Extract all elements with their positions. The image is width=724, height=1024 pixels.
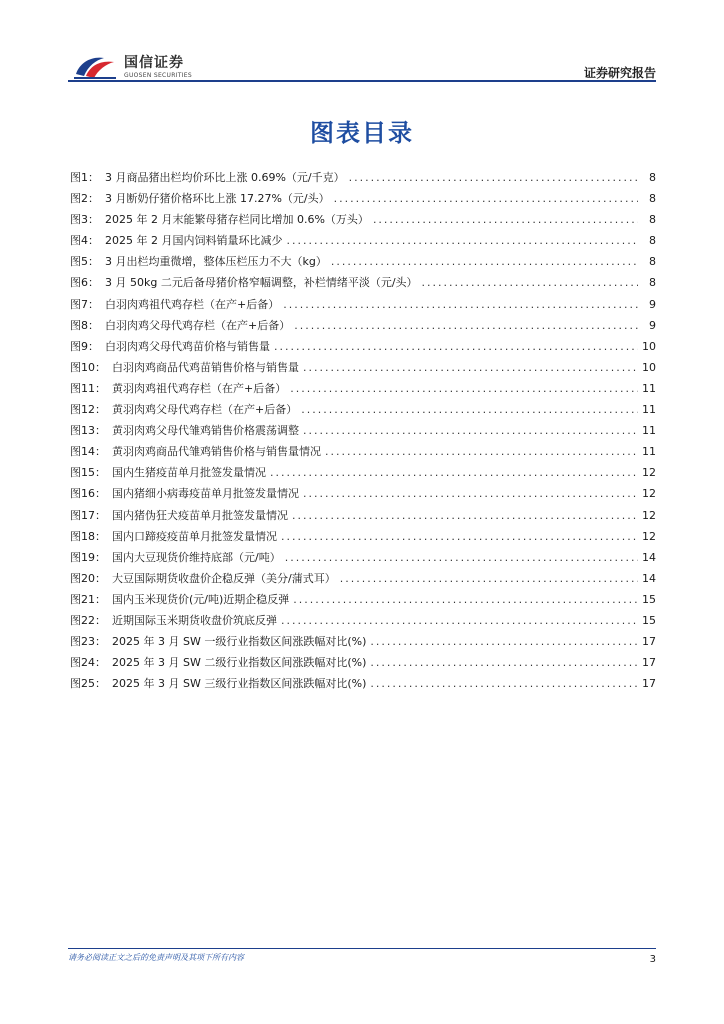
toc-page-number[interactable]: 8 bbox=[649, 234, 656, 248]
toc-figure-title[interactable]: 黄羽肉鸡父母代鸡存栏（在产+后备） bbox=[112, 403, 298, 417]
toc-entry[interactable] bbox=[70, 610, 656, 631]
toc-page-number[interactable]: 11 bbox=[642, 381, 656, 395]
toc-figure-number: 图9： bbox=[70, 339, 99, 353]
toc-entry[interactable] bbox=[70, 272, 656, 293]
toc-entry[interactable] bbox=[70, 441, 656, 462]
table-of-figures bbox=[70, 167, 656, 694]
logo-chinese-name: 国信证券 bbox=[124, 54, 184, 71]
toc-entry[interactable] bbox=[70, 568, 656, 589]
toc-page-number[interactable]: 12 bbox=[642, 466, 656, 480]
toc-dot-leader bbox=[293, 589, 638, 610]
toc-figure-title[interactable]: 国内玉米现货价(元/吨)近期企稳反弹 bbox=[112, 592, 290, 606]
toc-entry[interactable] bbox=[70, 631, 656, 652]
toc-page-number[interactable]: 12 bbox=[642, 529, 656, 543]
toc-entry[interactable] bbox=[70, 315, 656, 336]
logo-english-name: GUOSEN SECURITIES bbox=[124, 71, 193, 79]
toc-dot-leader bbox=[373, 209, 638, 230]
toc-dot-leader bbox=[422, 272, 638, 293]
toc-entry[interactable] bbox=[70, 652, 656, 673]
toc-dot-leader bbox=[303, 483, 638, 504]
toc-figure-title[interactable]: 3 月断奶仔猪价格环比上涨 17.27%（元/头） bbox=[105, 192, 330, 206]
guosen-logo-icon bbox=[72, 52, 118, 82]
toc-page-number[interactable]: 11 bbox=[642, 445, 656, 459]
report-type-label: 证券研究报告 bbox=[583, 66, 656, 80]
toc-page-number[interactable]: 9 bbox=[649, 297, 656, 311]
toc-figure-number: 图1： bbox=[70, 171, 99, 184]
footer-disclaimer: 请务必阅读正文之后的免责声明及其项下所有内容 bbox=[68, 953, 244, 962]
toc-dot-leader bbox=[290, 378, 638, 399]
toc-entry[interactable] bbox=[70, 547, 656, 568]
toc-figure-title[interactable]: 国内生猪疫苗单月批签发量情况 bbox=[112, 466, 266, 480]
toc-entry[interactable] bbox=[70, 526, 656, 547]
toc-page-number[interactable]: 8 bbox=[649, 192, 656, 206]
toc-dot-leader bbox=[370, 652, 638, 673]
toc-dot-leader bbox=[281, 610, 638, 631]
toc-page-number[interactable]: 15 bbox=[642, 613, 656, 627]
toc-entry[interactable] bbox=[70, 399, 656, 420]
toc-title: 图表目录 bbox=[310, 119, 414, 147]
toc-figure-number: 图23： bbox=[70, 635, 106, 649]
toc-entry[interactable] bbox=[70, 188, 656, 209]
toc-figure-number: 图11： bbox=[70, 381, 106, 395]
toc-dot-leader bbox=[349, 167, 638, 188]
toc-figure-number: 图18： bbox=[70, 529, 106, 543]
toc-figure-title[interactable]: 国内猪伪狂犬疫苗单月批签发量情况 bbox=[112, 508, 288, 522]
toc-dot-leader bbox=[292, 505, 638, 526]
toc-dot-leader bbox=[283, 294, 638, 315]
toc-figure-title[interactable]: 3 月出栏均重微增，整体压栏压力不大（kg） bbox=[105, 255, 327, 269]
toc-figure-title[interactable]: 2025 年 3 月 SW 三级行业指数区间涨跌幅对比(%) bbox=[112, 677, 367, 691]
toc-figure-number: 图12： bbox=[70, 403, 106, 417]
toc-dot-leader bbox=[340, 568, 638, 589]
toc-entry[interactable] bbox=[70, 420, 656, 441]
header-divider bbox=[68, 80, 656, 82]
toc-entry[interactable] bbox=[70, 294, 656, 315]
toc-entry[interactable] bbox=[70, 589, 656, 610]
toc-page-number[interactable]: 11 bbox=[642, 424, 656, 438]
toc-page-number[interactable]: 14 bbox=[642, 550, 656, 564]
toc-dot-leader bbox=[274, 336, 638, 357]
toc-figure-number: 图15： bbox=[70, 466, 106, 480]
toc-figure-number: 图5： bbox=[70, 255, 99, 269]
toc-dot-leader bbox=[370, 673, 638, 694]
toc-figure-number: 图6： bbox=[70, 276, 99, 290]
toc-dot-leader bbox=[281, 526, 638, 547]
toc-entry[interactable] bbox=[70, 357, 656, 378]
toc-figure-number: 图10： bbox=[70, 360, 106, 374]
toc-page-number[interactable]: 12 bbox=[642, 508, 656, 522]
toc-figure-number: 图2： bbox=[70, 192, 99, 206]
toc-figure-title[interactable]: 3 月商品猪出栏均价环比上涨 0.69%（元/千克） bbox=[105, 171, 345, 184]
toc-figure-number: 图8： bbox=[70, 318, 99, 332]
toc-page-number[interactable]: 8 bbox=[649, 276, 656, 290]
toc-dot-leader bbox=[270, 462, 638, 483]
toc-entry[interactable] bbox=[70, 251, 656, 272]
toc-page-number[interactable]: 10 bbox=[642, 339, 656, 353]
toc-entry[interactable] bbox=[70, 673, 656, 694]
toc-figure-number: 图24： bbox=[70, 656, 106, 670]
toc-figure-title[interactable]: 2025 年 2 月国内饲料销量环比减少 bbox=[105, 234, 283, 248]
toc-page-number[interactable]: 17 bbox=[642, 635, 656, 649]
toc-figure-title[interactable]: 大豆国际期货收盘价企稳反弹（美分/蒲式耳） bbox=[112, 571, 336, 585]
toc-page-number[interactable]: 8 bbox=[649, 255, 656, 269]
toc-figure-title[interactable]: 2025 年 3 月 SW 二级行业指数区间涨跌幅对比(%) bbox=[112, 656, 367, 670]
toc-page-number[interactable]: 12 bbox=[642, 487, 656, 501]
toc-page-number[interactable]: 8 bbox=[649, 171, 656, 184]
toc-dot-leader bbox=[370, 631, 638, 652]
toc-entry[interactable] bbox=[70, 167, 656, 188]
toc-figure-title[interactable]: 近期国际玉米期货收盘价筑底反弹 bbox=[112, 613, 277, 627]
toc-page-number[interactable]: 8 bbox=[649, 213, 656, 227]
toc-page-number[interactable]: 17 bbox=[642, 656, 656, 670]
toc-dot-leader bbox=[331, 251, 638, 272]
toc-figure-title[interactable]: 黄羽肉鸡父母代雏鸡销售价格震荡调整 bbox=[112, 424, 299, 438]
toc-figure-number: 图3： bbox=[70, 213, 99, 227]
toc-dot-leader bbox=[303, 420, 638, 441]
page-number: 3 bbox=[649, 954, 656, 965]
toc-page-number[interactable]: 11 bbox=[642, 403, 656, 417]
company-logo bbox=[72, 52, 192, 82]
toc-figure-number: 图4： bbox=[70, 234, 99, 248]
toc-entry[interactable] bbox=[70, 483, 656, 504]
toc-dot-leader bbox=[334, 188, 638, 209]
toc-figure-number: 图14： bbox=[70, 445, 106, 459]
toc-figure-number: 图19： bbox=[70, 550, 106, 564]
toc-entry[interactable] bbox=[70, 336, 656, 357]
toc-entry[interactable] bbox=[70, 209, 656, 230]
toc-figure-title[interactable]: 白羽肉鸡父母代鸡存栏（在产+后备） bbox=[105, 318, 291, 332]
toc-figure-number: 图16： bbox=[70, 487, 106, 501]
toc-figure-number: 图21： bbox=[70, 592, 106, 606]
toc-figure-number: 图22： bbox=[70, 613, 106, 627]
toc-entry[interactable] bbox=[70, 378, 656, 399]
toc-figure-number: 图25： bbox=[70, 677, 106, 691]
footer-divider bbox=[68, 948, 656, 949]
toc-figure-number: 图20： bbox=[70, 571, 106, 585]
toc-figure-title[interactable]: 2025 年 3 月 SW 一级行业指数区间涨跌幅对比(%) bbox=[112, 635, 367, 649]
toc-figure-title[interactable]: 黄羽肉鸡祖代鸡存栏（在产+后备） bbox=[112, 381, 287, 395]
toc-dot-leader bbox=[303, 357, 638, 378]
toc-entry[interactable] bbox=[70, 462, 656, 483]
toc-figure-title[interactable]: 国内口蹄疫疫苗单月批签发量情况 bbox=[112, 529, 277, 543]
toc-entry[interactable] bbox=[70, 505, 656, 526]
toc-page-number[interactable]: 14 bbox=[642, 571, 656, 585]
toc-figure-title[interactable]: 3 月 50kg 二元后备母猪价格窄幅调整，补栏情绪平淡（元/头） bbox=[105, 276, 418, 290]
toc-figure-title[interactable]: 白羽肉鸡父母代鸡苗价格与销售量 bbox=[105, 339, 270, 353]
toc-dot-leader bbox=[294, 315, 638, 336]
toc-figure-title[interactable]: 黄羽肉鸡商品代雏鸡销售价格与销售量情况 bbox=[112, 445, 321, 459]
toc-dot-leader bbox=[286, 230, 638, 251]
toc-figure-title[interactable]: 白羽肉鸡祖代鸡存栏（在产+后备） bbox=[105, 297, 280, 311]
toc-page-number[interactable]: 15 bbox=[642, 592, 656, 606]
toc-figure-number: 图17： bbox=[70, 508, 106, 522]
toc-dot-leader bbox=[325, 441, 638, 462]
toc-page-number[interactable]: 17 bbox=[642, 677, 656, 691]
toc-figure-title[interactable]: 国内大豆现货价维持底部（元/吨） bbox=[112, 550, 281, 564]
toc-page-number[interactable]: 10 bbox=[642, 360, 656, 374]
toc-figure-title[interactable]: 国内猪细小病毒疫苗单月批签发量情况 bbox=[112, 487, 299, 501]
toc-figure-number: 图13： bbox=[70, 424, 106, 438]
toc-figure-title[interactable]: 2025 年 2 月末能繁母猪存栏同比增加 0.6%（万头） bbox=[105, 213, 369, 227]
toc-entry[interactable] bbox=[70, 230, 656, 251]
toc-dot-leader bbox=[301, 399, 638, 420]
toc-dot-leader bbox=[285, 547, 638, 568]
toc-figure-title[interactable]: 白羽肉鸡商品代鸡苗销售价格与销售量 bbox=[112, 360, 299, 374]
toc-page-number[interactable]: 9 bbox=[649, 318, 656, 332]
toc-figure-number: 图7： bbox=[70, 297, 99, 311]
